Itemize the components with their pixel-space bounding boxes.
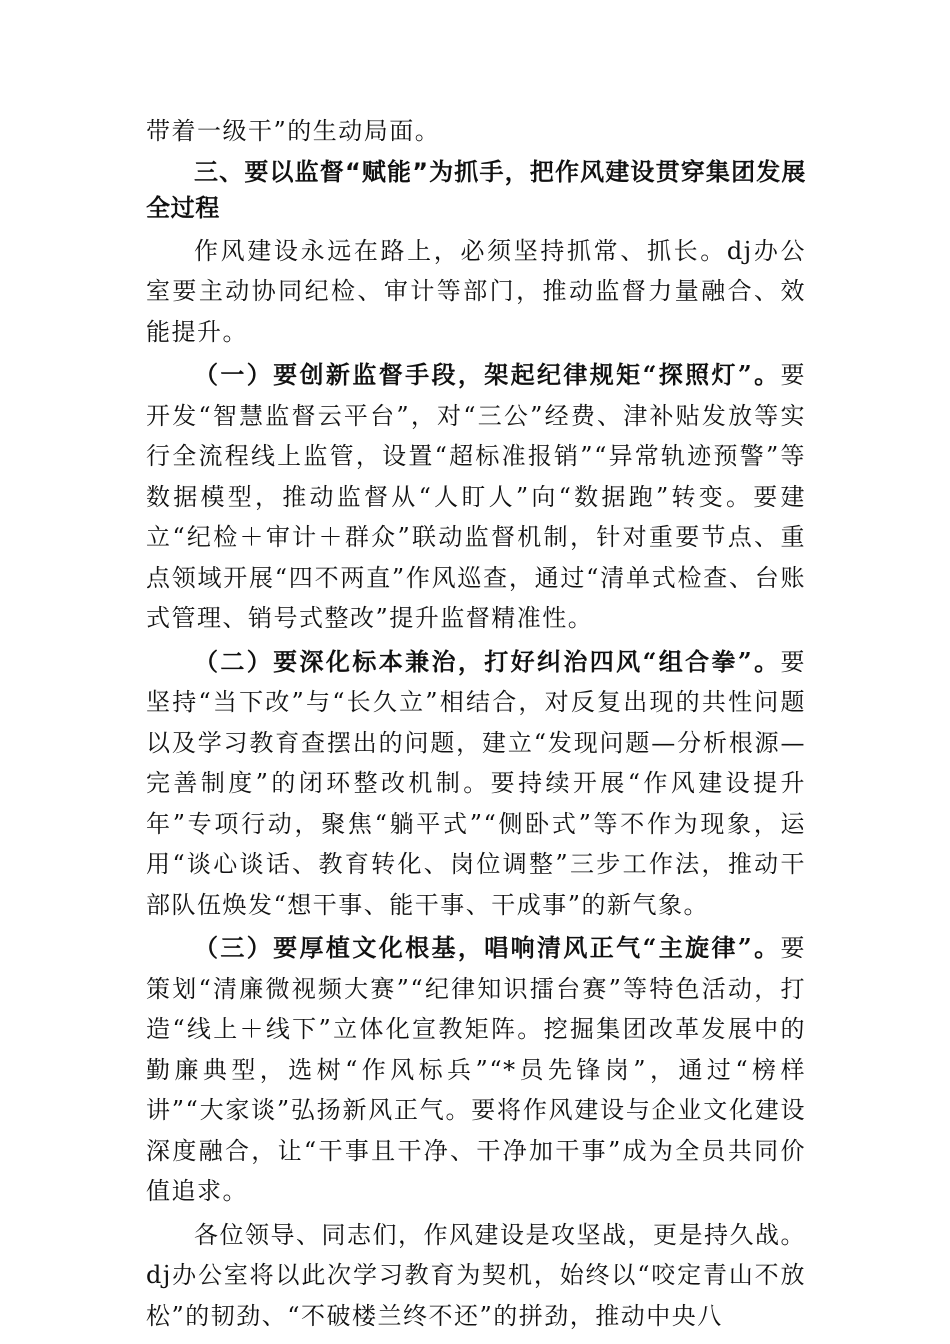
- continuation-paragraph: 带着一级干”的生动局面。: [146, 117, 441, 145]
- body-paragraph-intro: 作风建设永远在路上，必须坚持抓常、抓长。dj办公室要主动协同纪检、审计等部门，推动监督力量融合、效能提升。: [146, 236, 806, 346]
- section-heading-3: 三、要以监督“赋能”为抓手，把作风建设贯穿集团发展全过程: [146, 157, 806, 222]
- closing-paragraph: 各位领导、同志们，作风建设是攻坚战，更是持久战。dj办公室将以此次学习教育为契机，始终以“咬定青山不放松”的韧劲、“不破楼兰终不还”的拼劲，推动中央八: [146, 1220, 806, 1330]
- sub-section-2: [146, 642, 806, 926]
- sub-heading-1: （一）要创新监督手段，架起纪律规矩“探照灯”。: [194, 360, 781, 389]
- sub-section-3: [146, 928, 806, 1212]
- sub-heading-2: （二）要深化标本兼治，打好纠治四风“组合拳”。: [194, 646, 781, 676]
- sub-section-3-text: 要策划“清廉微视频大赛”“纪律知识擂台赛”等特色活动，打造“线上＋线下”立体化宣教矩阵。挖掘集团改革发展中的勤廉典型，选树“作风标兵”“*员先锋岗”，通过“榜样讲”“大家谈”弘扬新风正气。要将作风建设与企业文化建设深度融合，让“干事且干净、干净加干事”成为全员共同价值追求。: [146, 934, 806, 1205]
- sub-section-2-text: 要坚持“当下改”与“长久立”相结合，对反复出现的共性问题以及学习教育查摆出的问题，建立“发现问题—分析根源—完善制度”的闭环整改机制。要持续开展“作风建设提升年”专项行动，聚焦“躺平式”“侧卧式”等不作为现象，运用“谈心谈话、教育转化、岗位调整”三步工作法，推动干部队伍焕发“想干事、能干事、干成事”的新气象。: [146, 647, 806, 919]
- sub-section-1-text: 要开发“智慧监督云平台”，对“三公”经费、津补贴发放等实行全流程线上监管，设置“超标准报销”“异常轨迹预警”等数据模型，推动监督从“人盯人”向“数据跑”转变。要建立“纪检＋审计＋群众”联动监督机制，针对重要节点、重点领域开展“四不两直”作风巡查，通过“清单式检查、台账式管理、销号式整改”提升监督精准性。: [146, 361, 806, 632]
- document-body: [146, 111, 806, 1336]
- sub-heading-3: （三）要厚植文化根基，唱响清风正气“主旋律”。: [194, 933, 781, 962]
- sub-section-1: [146, 355, 806, 639]
